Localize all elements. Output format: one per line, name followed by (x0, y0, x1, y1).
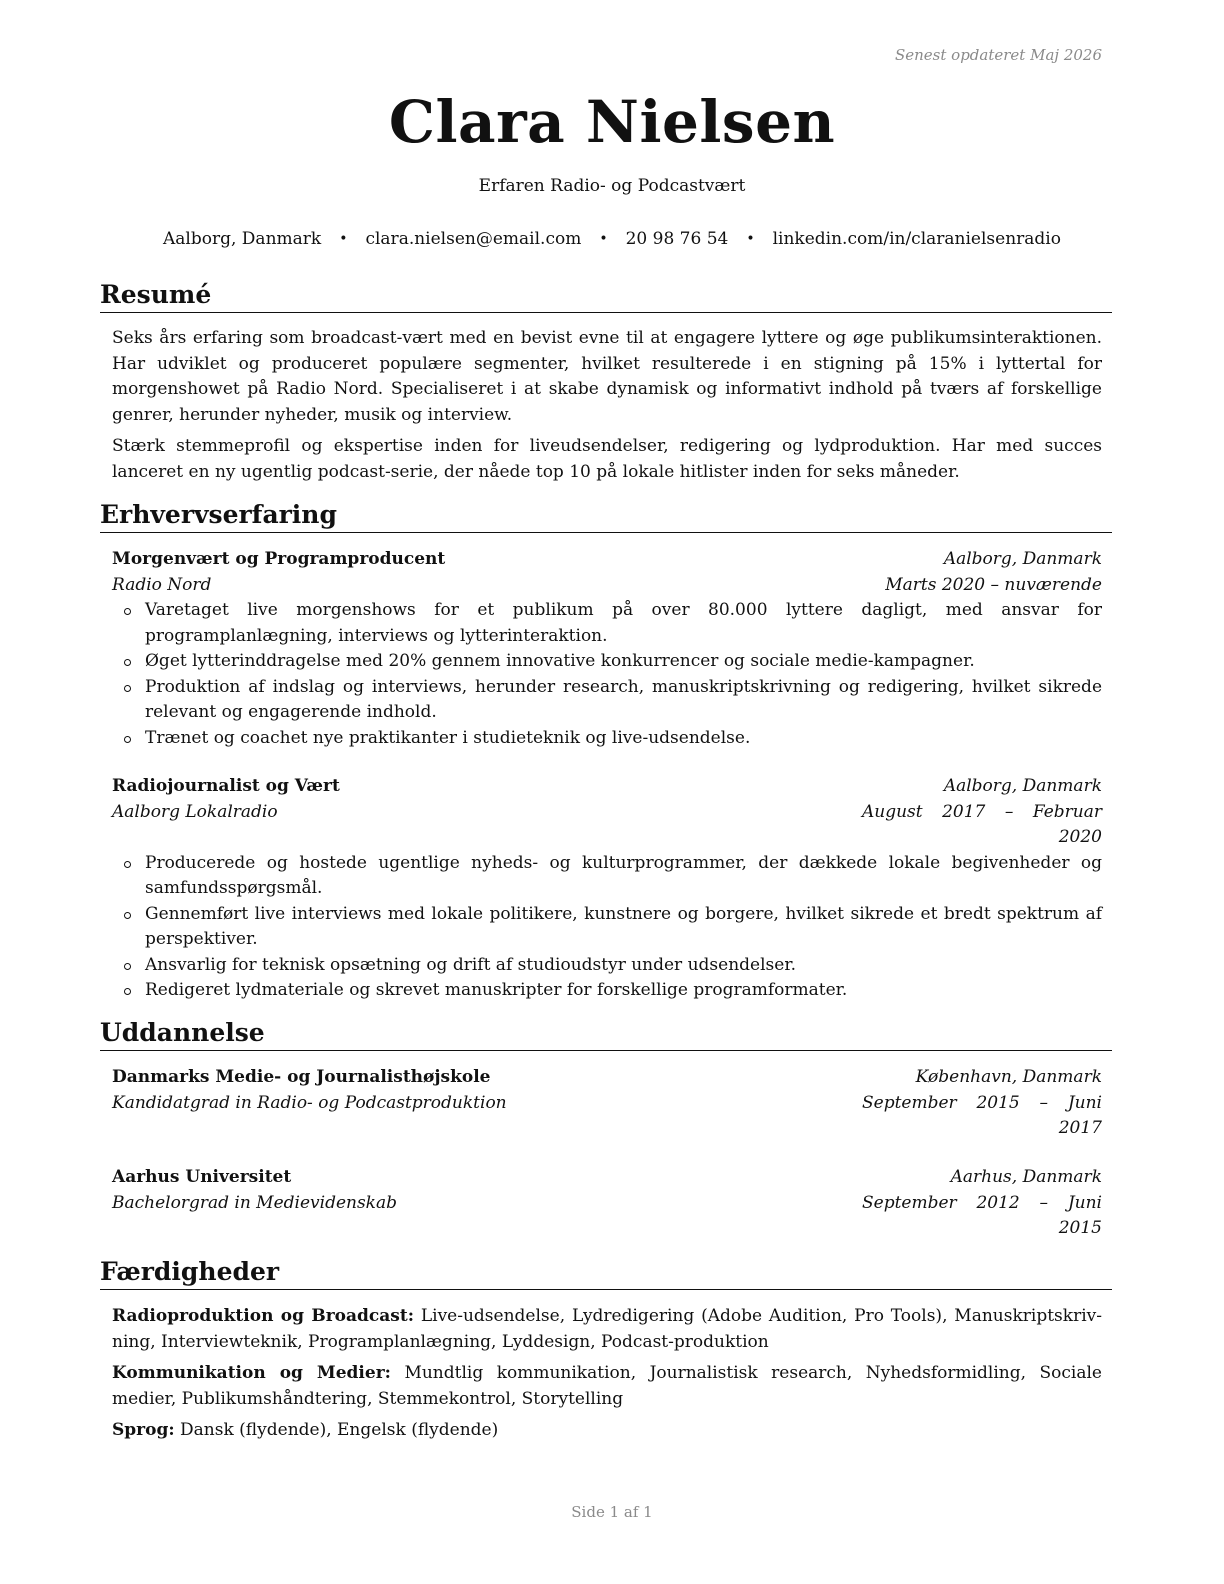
education-degree: Kandidatgrad in Radio- og Podcastproduktion (112, 1092, 507, 1113)
job-bullets (112, 598, 1102, 751)
education-location: København, Danmark (915, 1067, 1102, 1087)
section-title-education: Uddannelse (100, 1018, 1112, 1051)
job-dates: Marts 2020 – nuværende (885, 574, 1102, 595)
circle-bullet-icon (124, 912, 131, 919)
circle-bullet-icon (124, 963, 131, 970)
skill-group (112, 1304, 1102, 1355)
list-item: Redigeret lydmateriale og skrevet manuskripter for forskellige programformater. (112, 978, 1102, 1004)
skill-label: Kommunikation og Medier: (112, 1363, 391, 1383)
contact-location: Aalborg, Danmark (163, 229, 322, 249)
education-dates: September 2012 – Juni 2015 (862, 1192, 1102, 1238)
separator-dot: • (599, 231, 608, 247)
summary-body (112, 326, 1102, 491)
job-bullets (112, 851, 1102, 1004)
education-school: Danmarks Medie- og Journalisthøjskole (112, 1067, 491, 1087)
contact-email[interactable]: clara.nielsen@email.com (365, 229, 582, 249)
skill-label: Radioproduktion og Broadcast: (112, 1306, 414, 1326)
candidate-name: Clara Nielsen (388, 88, 836, 156)
job-organization: Radio Nord (112, 574, 212, 595)
skill-group (112, 1361, 1102, 1412)
separator-dot: • (339, 231, 348, 247)
job-role: Radiojournalist og Vært (112, 776, 340, 796)
headline: Erfaren Radio- og Podcastvært (478, 176, 746, 196)
list-item: Producerede og hostede ugentlige nyheds- og kulturprogrammer, der dækkede lokale begivenheder og samfundsspørgsmål. (112, 851, 1102, 902)
job-entry (112, 774, 1102, 1004)
list-item: Øget lytterinddragelse med 20% gennem innovative konkurrencer og sociale medie-kampagner. (112, 649, 1102, 675)
skills-body (112, 1304, 1102, 1450)
list-item: Gennemført live interviews med lokale politikere, kunstnere og borgere, hvilket sikrede et bredt spektrum af perspektiver. (112, 902, 1102, 953)
skill-text: Mundtlig kommunikation, Journalistisk research, Nyhedsformidling, Sociale medier, Publikumshåndtering, Stemmekontrol, Storytelling (112, 1363, 1102, 1409)
circle-bullet-icon (124, 608, 131, 615)
circle-bullet-icon (124, 988, 131, 995)
circle-bullet-icon (124, 861, 131, 868)
job-location: Aalborg, Danmark (943, 549, 1102, 569)
circle-bullet-icon (124, 736, 131, 743)
page-number: Side 1 af 1 (571, 1503, 653, 1521)
list-item: Varetaget live morgenshows for et publikum på over 80.000 lyttere dagligt, med ansvar for programplanlægning, interviews og lytterinteraktion. (112, 598, 1102, 649)
list-item: Trænet og coachet nye praktikanter i studieteknik og live-udsendelse. (112, 726, 1102, 752)
summary-paragraph: Stærk stemmeprofil og ekspertise inden for liveudsendelser, redigering og lydproduktion. Har med succes lanceret en ny ugentlig podcast-serie, der nåede top 10 på lokale hitlister inden for seks måneder. (112, 436, 1102, 482)
education-entry (112, 1165, 1102, 1242)
education-dates: September 2015 – Juni 2017 (862, 1092, 1102, 1138)
section-title-experience: Erhvervserfaring (100, 500, 1112, 533)
skill-text: Dansk (flydende), Engelsk (flydende) (180, 1420, 499, 1440)
list-item: Produktion af indslag og interviews, herunder research, manuskriptskrivning og redigering, hvilket sikrede relevant og engagerende indhold. (112, 675, 1102, 726)
education-degree: Bachelorgrad in Medievidenskab (112, 1192, 397, 1213)
list-item: Ansvarlig for teknisk opsætning og drift af studioudstyr under udsendelser. (112, 953, 1102, 979)
circle-bullet-icon (124, 685, 131, 692)
contact-line (0, 229, 1224, 249)
job-organization: Aalborg Lokalradio (112, 801, 278, 822)
skill-label: Sprog: (112, 1420, 175, 1440)
summary-paragraph: Seks års erfaring som broadcast-vært med en bevist evne til at engagere lyttere og øge publikumsinteraktionen. Har udviklet og produceret populære segmenter, hvilket resulterede i en stigning på 15% i lyttertal for morgenshowet på Radio Nord. Specialiseret i at skabe dynamisk og informativt indhold på tværs af forskellige genrer, herunder nyheder, musik og interview. (112, 328, 1102, 425)
section-title-skills: Færdigheder (100, 1257, 1112, 1290)
job-role: Morgenvært og Programproducent (112, 549, 446, 569)
job-entry (112, 547, 1102, 751)
circle-bullet-icon (124, 659, 131, 666)
education-school: Aarhus Universitet (112, 1167, 292, 1187)
education-entry (112, 1065, 1102, 1142)
contact-phone: 20 98 76 54 (625, 229, 729, 249)
job-dates: August 2017 – Februar 2020 (862, 801, 1102, 847)
education-location: Aarhus, Danmark (950, 1167, 1102, 1187)
separator-dot: • (746, 231, 755, 247)
last-updated: Senest opdateret Maj 2026 (894, 46, 1102, 64)
contact-linkedin[interactable]: linkedin.com/in/claranielsenradio (772, 229, 1061, 249)
skill-text: Live-udsendelse, Lydredigering (Adobe Audition, Pro Tools), Manuskriptskrivning, Interviewteknik, Programplanlægning, Lyddesign, Podcast-produktion (112, 1306, 1102, 1352)
skill-group (112, 1418, 1102, 1444)
job-location: Aalborg, Danmark (943, 776, 1102, 796)
section-title-summary: Resumé (100, 280, 1112, 313)
